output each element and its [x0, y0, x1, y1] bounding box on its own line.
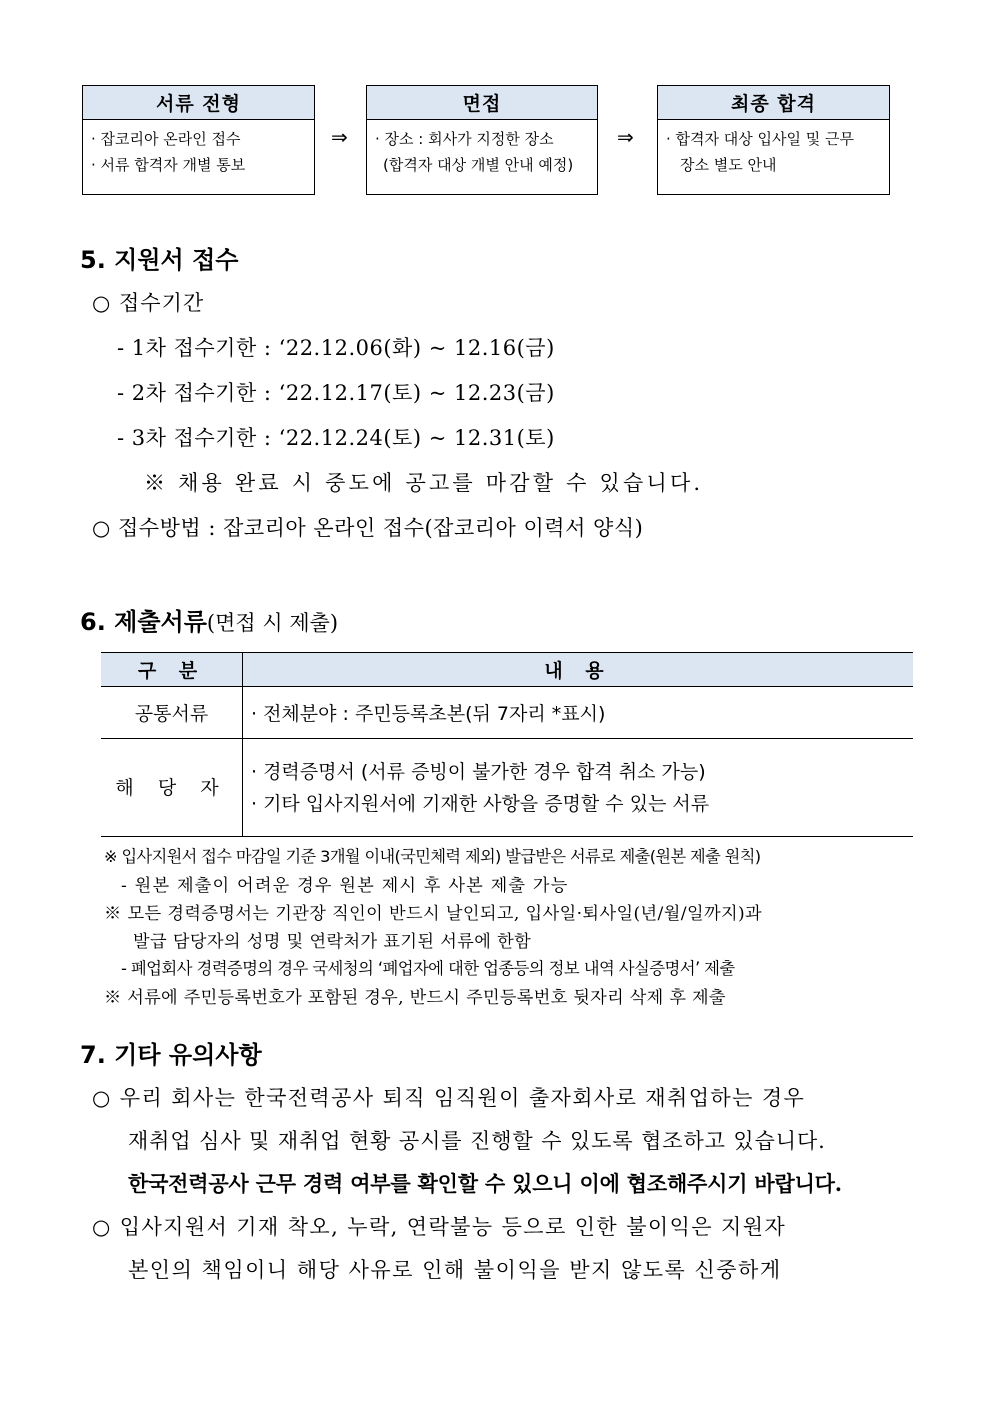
process-step-interview: [366, 85, 598, 195]
step-title: 면접: [367, 86, 597, 120]
row-item: · 기타 입사지원서에 기재한 사항을 증명할 수 있는 서류: [251, 792, 710, 815]
table-header-row: [101, 653, 913, 687]
note-career-cert: ※ 모든 경력증명서는 기관장 직인이 반드시 날인되고, 입사일·퇴사일(년/월/일까지)과: [104, 904, 763, 924]
application-method: ○ 접수방법 : 잡코리아 온라인 접수(잡코리아 이력서 양식): [92, 516, 644, 540]
process-step-document-screening: [82, 85, 315, 195]
round-2-period: - 2차 접수기한 : ‘22.12.17(토) ~ 12.23(금): [117, 381, 555, 405]
step-line: · 서류 합격자 개별 통보: [91, 156, 246, 174]
note-copy-allowed: - 원본 제출이 어려운 경우 원본 제시 후 사본 제출 가능: [121, 876, 569, 896]
section-5-heading: 5. 지원서 접수: [80, 246, 239, 274]
section-6-title: 6. 제출서류: [80, 608, 207, 636]
step-title: 최종 합격: [658, 86, 889, 120]
section-6-heading: [80, 602, 338, 637]
note-issuance-date: ※ 입사지원서 접수 마감일 기준 3개월 이내(국민체력 제외) 발급받은 서류로 제출(원본 제출 원칙): [104, 847, 761, 866]
note-closed-company: - 폐업회사 경력증명의 경우 국세청의 ‘폐업자에 대한 업종등의 정보 내역 사실증명서’ 제출: [121, 959, 735, 978]
para1-line3-emphasis: 한국전력공사 근무 경력 여부를 확인할 수 있으니 이에 협조해주시기 바랍니다.: [128, 1171, 842, 1196]
section-7-heading: 7. 기타 유의사항: [80, 1041, 262, 1069]
arrow-right-icon: ⇒: [331, 125, 348, 149]
round-1-period: - 1차 접수기한 : ‘22.12.06(화) ~ 12.16(금): [117, 336, 555, 360]
step-line: · 장소 : 회사가 지정한 장소: [375, 130, 554, 148]
table-row: [101, 739, 913, 837]
documents-table: [101, 652, 913, 837]
note-resident-number: ※ 서류에 주민등록번호가 포함된 경우, 반드시 주민등록번호 뒷자리 삭제 후 제출: [104, 988, 726, 1008]
step-line: 장소 별도 안내: [680, 156, 777, 174]
para1-line1: ○ 우리 회사는 한국전력공사 퇴직 임직원이 출자회사로 재취업하는 경우: [92, 1086, 806, 1110]
section-6-subtitle: (면접 시 제출): [206, 611, 339, 635]
process-step-final-pass: [657, 85, 890, 195]
para2-line1: ○ 입사지원서 기재 착오, 누락, 연락불능 등으로 인한 불이익은 지원자: [92, 1215, 787, 1239]
process-flow: [82, 85, 890, 195]
para1-line2: 재취업 심사 및 재취업 현황 공시를 진행할 수 있도록 협조하고 있습니다.: [128, 1129, 826, 1153]
round-3-period: - 3차 접수기한 : ‘22.12.24(토) ~ 12.31(토): [117, 426, 555, 450]
step-line: · 합격자 대상 입사일 및 근무: [666, 130, 854, 148]
header-content: 내 용: [243, 653, 914, 687]
header-category: 구 분: [101, 653, 243, 687]
arrow-right-icon: ⇒: [617, 125, 634, 149]
row-item: · 전체분야 : 주민등록초본(뒤 7자리 *표시): [243, 687, 914, 739]
step-title: 서류 전형: [83, 86, 314, 120]
row-item: · 경력증명서 (서류 증빙이 불가한 경우 합격 취소 가능): [251, 760, 706, 783]
step-line: (합격자 대상 개별 안내 예정): [383, 156, 574, 174]
row-category: 공통서류: [101, 687, 243, 739]
step-line: · 잡코리아 온라인 접수: [91, 130, 241, 148]
period-label: ○ 접수기간: [92, 291, 205, 315]
note-career-cert-cont: 발급 담당자의 성명 및 연락처가 표기된 서류에 한함: [133, 932, 532, 952]
table-row: [101, 687, 913, 739]
row-category: 해 당 자: [101, 739, 243, 837]
para2-line2: 본인의 책임이니 해당 사유로 인해 불이익을 받지 않도록 신중하게: [128, 1258, 782, 1282]
early-close-note: ※ 채용 완료 시 중도에 공고를 마감할 수 있습니다.: [144, 471, 704, 495]
